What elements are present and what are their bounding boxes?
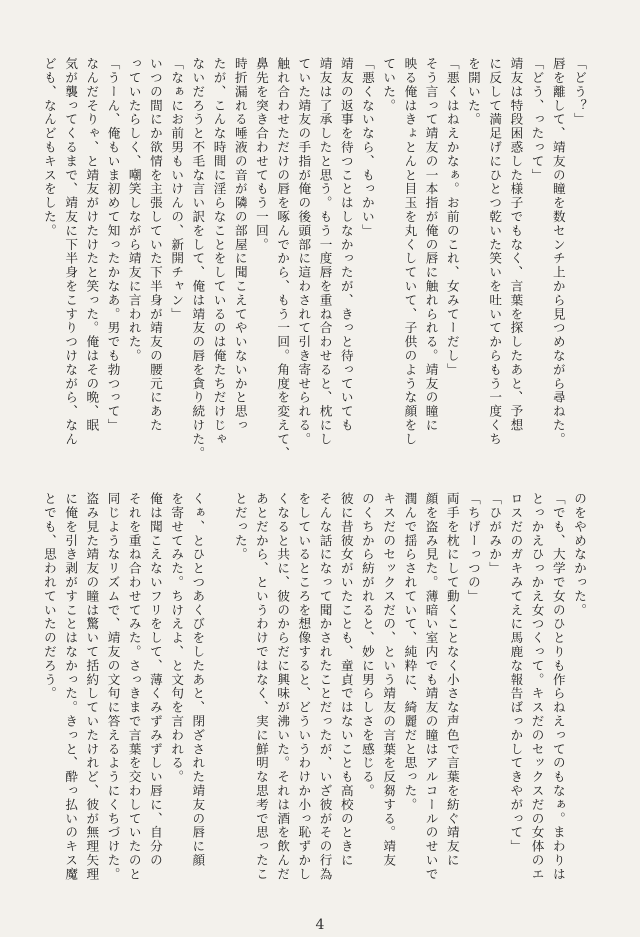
text-column: 「でも、大学で女のひとりも作らねえってのもなぁ。まわりは	[550, 492, 566, 882]
text-column: キスだのセックスだの、という靖友の言葉を反芻する。靖友	[381, 492, 397, 868]
text-column: っていたらしく、嘲笑しながら靖友に言われた。	[126, 57, 142, 363]
text-column: 映る俺はきょとんと目玉を丸くしていて、子供のような顔をし	[402, 57, 418, 447]
text-column: 「うーん、俺もいま初めて知ったかなあ。男でも勃つって」	[105, 57, 121, 433]
text-column: を開いた。	[465, 57, 481, 127]
text-column: とっかえひっかえ女つくって。キスだのセックスだの女体のエ	[529, 492, 545, 882]
text-column: ていた靖友の手指が俺の後頭部に這わされて引き寄せられる。	[296, 57, 312, 447]
bottom-text-block	[39, 492, 590, 912]
text-column: たが、こんな時間に淫らなことをしているのは俺たちだけじゃ	[211, 57, 227, 447]
text-column: あとだから、というわけではなく、実に鮮明な思考で思ったこ	[253, 492, 269, 882]
text-column: に反して満足げにひとつ乾いた笑いを吐いてからもう一度くち	[487, 57, 503, 447]
text-column: 「ひがみか」	[487, 492, 503, 576]
text-column: 「どう、ったって」	[529, 57, 545, 183]
text-column: 盗み見た靖友の瞳は驚いて括約していたけれど、彼が無理矢理	[84, 492, 100, 882]
text-column: 靖友は特段困惑した様子でもなく、言葉を探したあと、予想	[508, 57, 524, 433]
text-column: 両手を枕にして動くことなく小さな声色で言葉を紡ぐ靖友に	[444, 492, 460, 868]
text-column: ども、なんどもキスをした。	[41, 57, 57, 238]
text-column: 「なぁにお前男もいけんの、新開チャン」	[169, 57, 185, 322]
text-column: 「悪くはねえかなぁ。お前のこれ、女みてーだし」	[444, 57, 460, 377]
text-column: 鼻先を突き合わせてもう一回。	[253, 57, 269, 252]
text-column: 靖友の返事を待つことはしなかったが、きっと待っていても	[338, 57, 354, 433]
text-column: 靖友は了承したと思う。もう一度唇を重ね合わせると、枕にし	[317, 57, 333, 447]
text-column: 「悪くないなら、もっかい」	[359, 57, 375, 238]
text-column: 時折漏れる唾液の音が隣の部屋に聞こえてやいないかと思っ	[232, 57, 248, 433]
text-column: そう言って靖友の一本指が俺の唇に触れられる。靖友の瞳に	[423, 57, 439, 433]
text-column: いつの間にか欲情を主張していた下半身が靖友の腰元にあた	[147, 57, 163, 433]
text-column: 唇を離して、靖友の瞳を数センチ上から見つめながら尋ねた。	[550, 57, 566, 447]
text-column	[208, 492, 229, 912]
text-column: なんだそりゃ、と靖友がけたけたと笑った。俺はその晩、眠	[84, 57, 100, 433]
text-column: 潤んで揺らされていて、純粋に、綺麗だと思った。	[402, 492, 418, 812]
text-column: それを重ね合わせてみた。さっきまで言葉を交わしていたのと	[126, 492, 142, 882]
text-column: そんな話になって聞かされたことだったが、いざ彼がその行為	[317, 492, 333, 882]
top-text-block	[39, 57, 590, 461]
text-column: 気が襲ってくるまで、靖友に下半身をこすりつけながら、なん	[63, 57, 79, 447]
text-column: のくちから紡がれると、妙に男らしさを感じる。	[359, 492, 375, 798]
text-column: 顔を盗み見た。薄暗い室内でも靖友の瞳はアルコールのせいで	[423, 492, 439, 882]
text-column: とでも、思われていたのだろう。	[41, 492, 57, 701]
text-column: を寄せてみた。ちけえよ、と文句を言われる。	[169, 492, 185, 784]
text-column: ないだろうと不毛な言い訳をして、俺は靖友の唇を貪り続けた。	[190, 57, 206, 461]
text-column: 触れ合わせただけの唇を啄んでから、もう一回。角度を変えて、	[275, 57, 291, 461]
text-column: くなると共に、彼のからだに興味が沸いた。それは酒を飲んだ	[275, 492, 291, 882]
text-column: 俺は聞こえないフリをして、薄くみずみずしい唇に、自分の	[147, 492, 163, 868]
text-column: ていた。	[381, 57, 397, 113]
text-column: とだった。	[232, 492, 248, 562]
text-column: をしているところを想像すると、どういうわけか小っ恥ずかし	[296, 492, 312, 882]
text-column: 「どう？」	[572, 57, 587, 127]
text-column: に俺を引き剥がすことはなかった。きっと、酔っ払いのキス魔	[63, 492, 79, 882]
text-column: 彼に昔彼女がいたことも、童貞ではないことも高校のときに	[338, 492, 354, 868]
text-column: ロスだのガキみてえに馬鹿な報告ばっかしてきやがって」	[508, 492, 524, 854]
page-number: 4	[315, 917, 325, 933]
text-column: くぁ、とひとつあくびをしたあと、閉ざされた靖友の唇に顔	[190, 492, 206, 868]
text-column: 同じようなリズムで、靖友の文句に答えるようにくちづけた。	[105, 492, 121, 882]
text-column: のをやめなかった。	[572, 492, 587, 618]
text-column: 「ちげーっつの」	[465, 492, 481, 604]
